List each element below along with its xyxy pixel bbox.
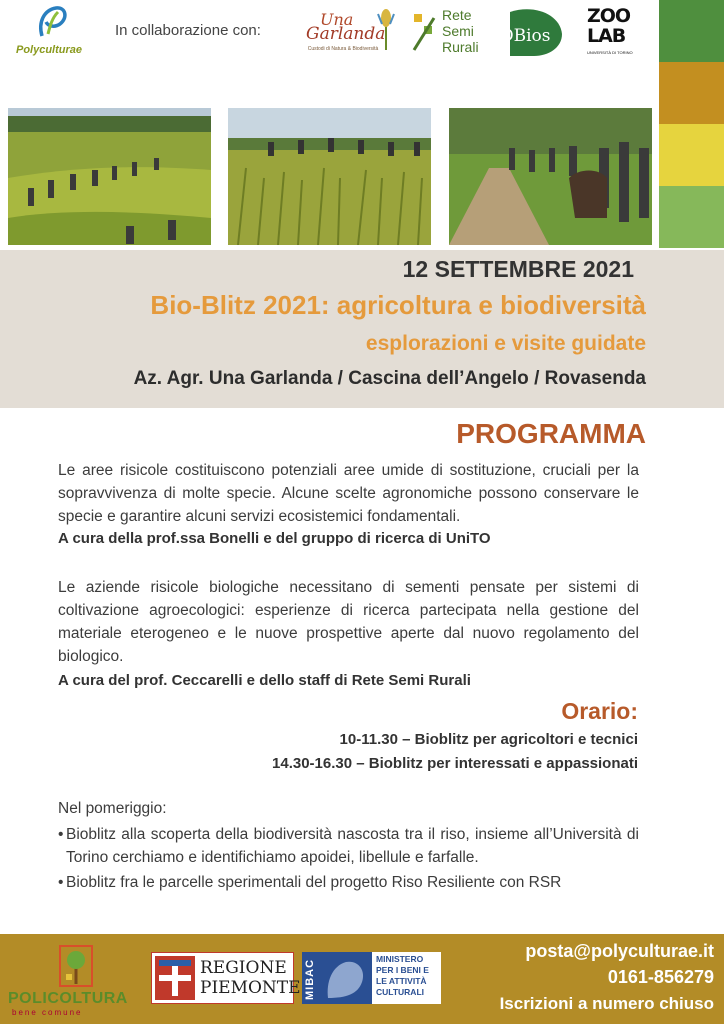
regione-piemonte-logo bbox=[151, 952, 301, 1004]
program-paragraph-1: Le aree risicole costituiscono potenziali aree umide di sostituzione, cruciali per la sopravvivenza di molte specie. Alcune scelte agronomiche possono conservare le specie e garantire alcuni servizi ecosistemici fondamentali. bbox=[58, 462, 639, 525]
regione-flag-icon bbox=[155, 956, 195, 1000]
event-location: Az. Agr. Una Garlanda / Cascina dell’Angelo / Rovasenda bbox=[133, 368, 646, 389]
program-paragraph-2: Le aziende risicole biologiche necessitano di sementi pensate per sistemi di coltivazione agroecologici: esperienze di ricerca partecipata nella gestione del materiale eterogeneo e le nuove prospettive aperte dal nuovo regolamento del biologico. bbox=[58, 579, 639, 665]
garlanda-line3: Custodi di Natura & Biodiversità bbox=[307, 46, 379, 52]
contact-email[interactable]: posta@polyculturae.it bbox=[525, 941, 714, 961]
color-strip-yellow bbox=[659, 124, 724, 186]
color-strip-ochre bbox=[659, 62, 724, 124]
schedule-item-morning: 10-11.30 – Bioblitz per agricoltori e tecnici bbox=[339, 731, 638, 748]
regione-line1: REGIONE bbox=[200, 958, 287, 978]
registration-note: Iscrizioni a numero chiuso bbox=[499, 994, 714, 1013]
schedule-item-afternoon: 14.30-16.30 – Bioblitz per interessati e appassionati bbox=[272, 755, 638, 772]
event-date: 12 SETTEMBRE 2021 bbox=[402, 256, 634, 282]
rsr-line1: Rete bbox=[442, 7, 472, 23]
program-credit-2: A cura del prof. Ceccarelli e dello staff di Rete Semi Rurali bbox=[58, 672, 471, 689]
rete-semi-rurali-logo bbox=[408, 4, 490, 58]
garlanda-line1: Una bbox=[320, 10, 354, 29]
policoltura-logo bbox=[8, 944, 142, 1016]
bullet-icon: • bbox=[58, 826, 64, 843]
dbios-logo bbox=[498, 4, 570, 58]
afternoon-label: Nel pomeriggio: bbox=[58, 800, 167, 817]
rsr-line2: Semi bbox=[442, 23, 474, 39]
brand-name: Polyculturae bbox=[15, 44, 83, 56]
leaf-p-icon bbox=[34, 4, 70, 40]
zoo-line1: ZOO bbox=[587, 5, 631, 27]
color-strip-green bbox=[659, 0, 724, 62]
mibac-text: MIBAC bbox=[304, 958, 316, 1000]
afternoon-item bbox=[58, 823, 639, 869]
afternoon-item bbox=[58, 871, 639, 894]
contact-phone[interactable]: 0161-856279 bbox=[607, 967, 714, 987]
wheat-icon bbox=[374, 8, 398, 52]
regione-line2: PIEMONTE bbox=[200, 978, 301, 998]
dbios-text: DBios bbox=[500, 26, 551, 46]
seed-icon bbox=[410, 10, 440, 54]
policoltura-word: POLICOLTURA bbox=[8, 990, 128, 1007]
event-subtitle: esplorazioni e visite guidate bbox=[365, 332, 646, 355]
schedule-heading: Orario: bbox=[561, 698, 638, 724]
polyculturae-logo bbox=[8, 4, 90, 58]
afternoon-item-text: Bioblitz alla scoperta della biodiversità nascosta tra il riso, insieme all’Università di Torino cerchiamo e identifichiamo apoidei, libellule e farfalle. bbox=[66, 826, 639, 866]
program-credit-1: A cura della prof.ssa Bonelli e del gruppo di ricerca di UniTO bbox=[58, 530, 491, 547]
zoolab-logo bbox=[584, 4, 644, 58]
ministero-text: MINISTERO PER I BENI E LE ATTIVITÀ CULTURALI bbox=[376, 954, 429, 997]
una-garlanda-logo bbox=[300, 4, 400, 58]
tree-icon bbox=[58, 944, 94, 988]
event-title: Bio-Blitz 2021: agricoltura e biodiversità bbox=[150, 290, 646, 320]
collaboration-label: In collaborazione con: bbox=[115, 22, 261, 39]
mibac-emblem bbox=[302, 952, 372, 1004]
photo-rice-field bbox=[228, 108, 431, 245]
zoo-sub: UNIVERSITÀ DI TORINO bbox=[587, 50, 633, 55]
zoo-line2: LAB bbox=[587, 25, 626, 47]
bullet-icon: • bbox=[58, 874, 64, 891]
header bbox=[0, 0, 724, 62]
photo-field-walk bbox=[8, 108, 211, 245]
mibac-logo bbox=[302, 952, 441, 1004]
rsr-line3: Rurali bbox=[442, 39, 479, 55]
color-strip-lightgreen bbox=[659, 186, 724, 248]
afternoon-item-text: Bioblitz fra le parcelle sperimentali del progetto Riso Resiliente con RSR bbox=[66, 874, 562, 891]
program-heading: PROGRAMMA bbox=[456, 418, 646, 449]
photo-dirt-path bbox=[449, 108, 652, 245]
policoltura-sub: bene comune bbox=[12, 1008, 83, 1017]
garlanda-line2: Garlanda bbox=[306, 24, 386, 44]
